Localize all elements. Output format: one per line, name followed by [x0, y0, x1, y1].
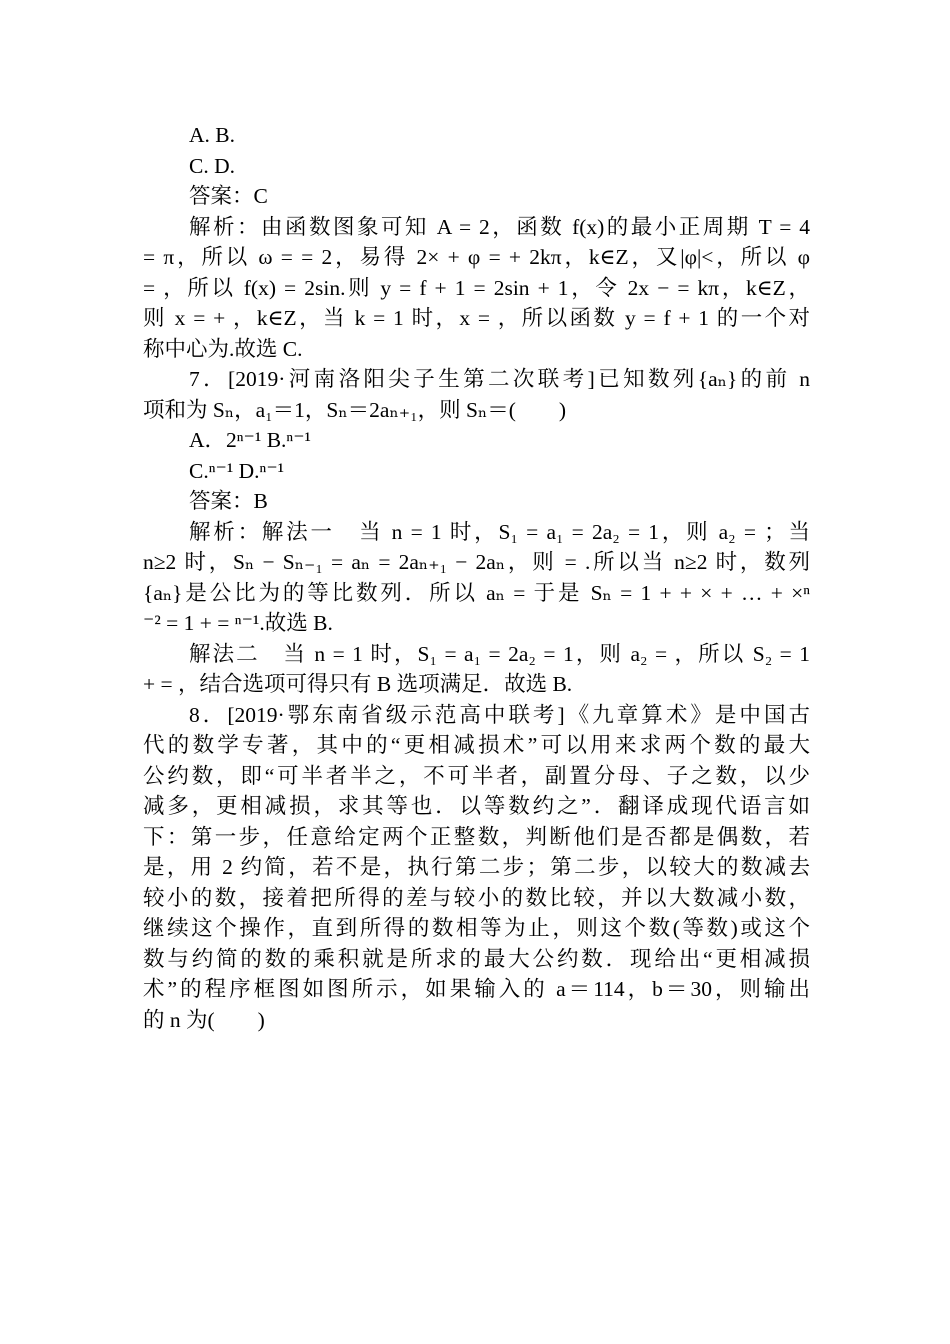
q6-analysis-line-4: 则 x = + ，k∈Z，当 k = 1 时，x = ，所以函数 y = f + 1 的一个对	[143, 306, 810, 330]
q6-analysis-line-1: 解析：由函数图象可知 A = 2，函数 f(x)的最小正周期 T = 4	[189, 214, 810, 239]
q6-options-cd: C. D.	[189, 153, 235, 178]
q6-analysis-line-2: = π，所以 ω = = 2，易得 2× + φ = + 2kπ，k∈Z，又|φ|<，所以 φ	[143, 245, 810, 269]
q7-method2-line-1: 解法二 当 n = 1 时，S₁ = a₁ = 2a₂ = 1，则 a₂ = ，所以 S₂ = 1	[189, 641, 810, 666]
q7-analysis-line-2: n≥2 时，Sₙ − Sₙ₋₁ = aₙ = 2aₙ₊₁ − 2aₙ，则 = .所以当 n≥2 时，数列	[143, 550, 810, 574]
q6-analysis-line-5: 称中心为.故选 C.	[143, 336, 303, 361]
q6-analysis-line-3: = ，所以 f(x) = 2sin.则 y = f + 1 = 2sin + 1，令 2x − = kπ，k∈Z，	[143, 275, 810, 300]
q6-options-ab: A. B.	[189, 123, 235, 147]
q8-stem-line-6: 是，用 2 约简，若不是，执行第二步；第二步，以较大的数减去	[143, 855, 810, 879]
q8-stem-line-4: 减多，更相减损，求其等也．以等数约之”．翻译成现代语言如	[143, 794, 810, 818]
q7-stem-line-1: 7．[2019·河南洛阳尖子生第二次联考]已知数列{aₙ}的前 n	[189, 367, 810, 391]
q7-analysis-line-4: ⁻² = 1 + = ⁿ⁻¹.故选 B.	[143, 611, 333, 635]
q8-stem-line-9: 数与约简的数的乘积就是所求的最大公约数．现给出“更相减损	[143, 946, 810, 971]
q6-answer: 答案：C	[189, 184, 268, 208]
q7-answer: 答案：B	[189, 489, 268, 513]
document-page	[143, 120, 810, 1035]
q8-stem-line-8: 继续这个操作，直到所得的数相等为止，则这个数(等数)或这个	[143, 916, 810, 940]
q7-stem-line-2: 项和为 Sₙ，a₁＝1，Sₙ＝2aₙ₊₁，则 Sₙ＝( )	[143, 397, 567, 422]
q7-method2-line-2: + = ，结合选项可得只有 B 选项满足．故选 B.	[143, 672, 573, 696]
q8-stem-line-7: 较小的数，接着把所得的差与较小的数比较，并以大数减小数，	[143, 885, 810, 910]
q7-analysis-line-3: {aₙ}是公比为的等比数列．所以 aₙ = 于是 Sₙ = 1 + + × + … + ×ⁿ	[143, 580, 810, 605]
q8-stem-line-2: 代的数学专著，其中的“更相减损术”可以用来求两个数的最大	[143, 733, 810, 757]
q7-options-ab: A．2ⁿ⁻¹ B.ⁿ⁻¹	[189, 428, 311, 452]
q7-analysis-line-1: 解析：解法一 当 n = 1 时，S₁ = a₁ = 2a₂ = 1，则 a₂ = ；当	[189, 519, 810, 544]
q8-stem-line-11: 的 n 为( )	[143, 1007, 265, 1032]
q8-stem-line-3: 公约数，即“可半者半之，不可半者，副置分母、子之数，以少	[143, 763, 810, 788]
q7-options-cd: C.ⁿ⁻¹ D.ⁿ⁻¹	[189, 458, 285, 483]
q8-stem-line-5: 下：第一步，任意给定两个正整数，判断他们是否都是偶数，若	[143, 824, 810, 849]
q8-stem-line-10: 术”的程序框图如图所示，如果输入的 a＝114，b＝30，则输出	[143, 977, 810, 1001]
q8-stem-line-1: 8．[2019·鄂东南省级示范高中联考]《九章算术》是中国古	[189, 702, 810, 727]
